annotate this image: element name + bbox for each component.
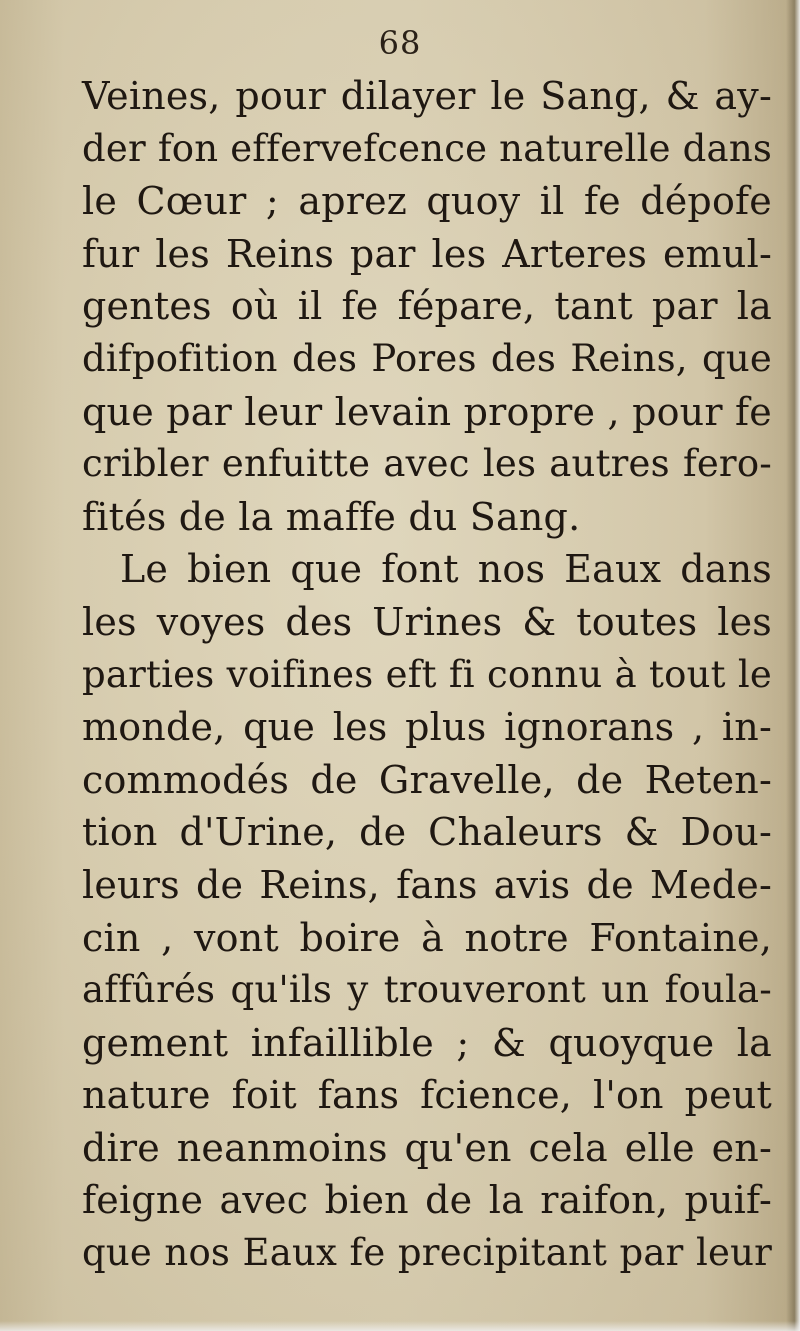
page-bottom-edge bbox=[0, 1321, 800, 1331]
text-line: le Cœur ; aprez quoy il fe dépofe bbox=[82, 179, 772, 224]
text-line: dire neanmoins qu'en cela elle en- bbox=[82, 1125, 772, 1170]
text-line: fur les Reins par les Arteres emul- bbox=[82, 231, 772, 276]
text-line: cribler enfuitte avec les autres fero- bbox=[82, 442, 772, 486]
text-line: der fon effervefcence naturelle dans bbox=[82, 126, 773, 170]
text-line: nature foit fans fcience, l'on peut bbox=[82, 1073, 772, 1118]
page-number: 68 bbox=[378, 24, 422, 62]
text-line: monde, que les plus ignorans , in- bbox=[82, 705, 772, 750]
text-line: Le bien que font nos Eaux dans bbox=[120, 547, 772, 592]
text-line: feigne avec bien de la raifon, puif- bbox=[82, 1178, 772, 1223]
text-line: parties voifines eft fi connu à tout le bbox=[82, 652, 772, 696]
text-line: affûrés qu'ils y trouveront un foula- bbox=[82, 968, 772, 1012]
text-line: que par leur levain propre , pour fe bbox=[82, 389, 772, 434]
text-line: cin , vont boire à notre Fontaine, bbox=[82, 915, 772, 960]
text-line: que nos Eaux fe precipitant par leur bbox=[82, 1231, 772, 1275]
text-line: gement infaillible ; & quoyque la bbox=[82, 1020, 772, 1065]
page-edge-shadow bbox=[786, 0, 800, 1331]
text-line: fités de la maffe du Sang. bbox=[82, 494, 581, 539]
text-line: difpofition des Pores des Reins, que bbox=[82, 336, 772, 380]
text-line: les voyes des Urines & toutes les bbox=[82, 599, 772, 644]
text-line: gentes où il fe fépare, tant par la bbox=[82, 284, 772, 329]
text-line: commodés de Gravelle, de Reten- bbox=[82, 757, 772, 802]
text-line: Veines, pour dilayer le Sang, & ay- bbox=[82, 74, 772, 118]
text-line: leurs de Reins, fans avis de Mede- bbox=[82, 862, 772, 907]
text-line: tion d'Urine, de Chaleurs & Dou- bbox=[82, 810, 772, 855]
body-text bbox=[82, 70, 772, 1280]
